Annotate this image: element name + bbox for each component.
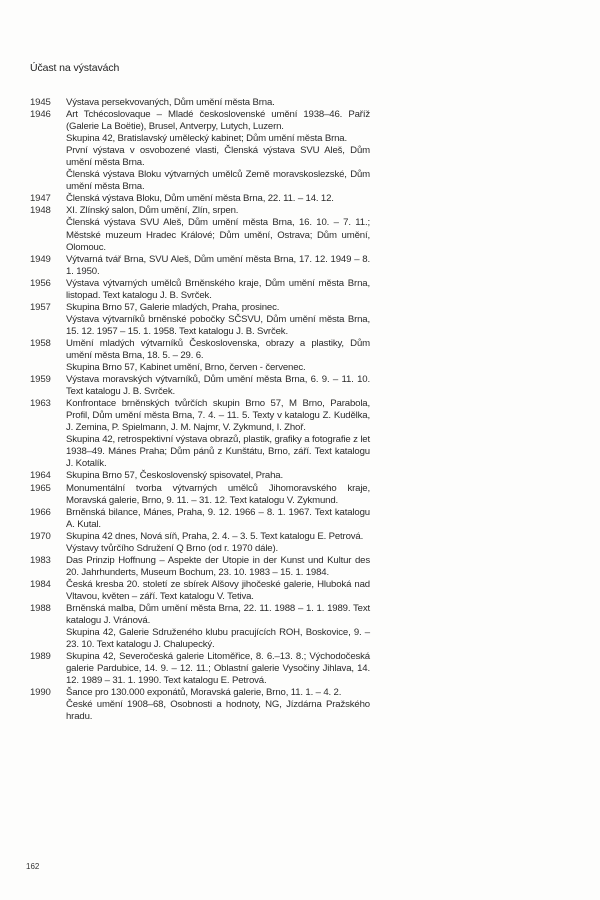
entry-year: 1965 bbox=[30, 482, 51, 494]
exhibition-entry bbox=[30, 374, 370, 398]
exhibition-item: Brněnská malba, Dům umění města Brna, 22. 11. 1988 – 1. 1. 1989. Text katalogu J. Vránová. bbox=[66, 602, 370, 627]
exhibition-entry bbox=[30, 651, 370, 687]
entry-items bbox=[66, 531, 370, 555]
exhibition-item: Skupina 42, Severočeská galerie Litoměřice, 8. 6.–13. 8.; Východočeská galerie Pardubice, 14. 9. – 12. 11.; Oblastní galerie Vysočiny Jihlava, 14. 12. 1989 – 31. 1. 1990. Text katalogu E. Petrová. bbox=[66, 651, 370, 687]
exhibition-item: Výstava výtvarníků brněnské pobočky SČSVU, Dům umění města Brna, 15. 12. 1957 – 15. 1. 1958. Text katalogu J. B. Svrček. bbox=[66, 313, 370, 337]
entry-items bbox=[66, 579, 370, 603]
entry-items bbox=[66, 687, 370, 723]
exhibition-item: Členská výstava Bloku, Dům umění města Brna, 22. 11. – 14. 12. bbox=[66, 193, 334, 205]
entry-year: 1966 bbox=[30, 506, 51, 518]
entry-year: 1970 bbox=[30, 530, 51, 542]
entry-year: 1948 bbox=[30, 205, 51, 217]
exhibition-item: Výstava moravských výtvarníků, Dům umění města Brna, 6. 9. – 11. 10. Text katalogu J. B. Svrček. bbox=[66, 374, 370, 398]
exhibition-entry bbox=[30, 338, 370, 374]
exhibition-entry bbox=[30, 555, 370, 579]
exhibition-item: Členská výstava Bloku výtvarných umělců Země moravskoslezské, Dům umění města Brna. bbox=[66, 169, 370, 193]
page-number: 162 bbox=[26, 862, 40, 871]
exhibition-item: První výstava v osvobozené vlasti, Členská výstava SVU Aleš, Dům umění města Brna. bbox=[66, 145, 370, 169]
entry-items bbox=[66, 555, 370, 579]
exhibition-item: Brněnská bilance, Mánes, Praha, 9. 12. 1966 – 8. 1. 1967. Text katalogu A. Kutal. bbox=[66, 506, 370, 530]
exhibition-entry bbox=[30, 205, 370, 253]
entry-items bbox=[66, 338, 370, 374]
entry-items bbox=[66, 483, 370, 507]
entry-items bbox=[66, 374, 370, 398]
exhibition-item: Výstava výtvarných umělců Brněnského kraje, Dům umění města Brna, listopad. Text katalogu J. B. Svrček. bbox=[66, 277, 370, 301]
entry-items bbox=[66, 470, 370, 482]
exhibition-entry bbox=[30, 687, 370, 723]
entry-year: 1990 bbox=[30, 687, 51, 699]
exhibition-entry bbox=[30, 531, 370, 555]
entry-items bbox=[66, 278, 370, 302]
exhibition-item: Monumentální tvorba výtvarných umělců Jihomoravského kraje, Moravská galerie, Brno, 9. 11. – 31. 12. Text katalogu V. Zykmund. bbox=[66, 482, 370, 506]
entry-items bbox=[66, 398, 370, 470]
exhibition-item: Skupina 42 dnes, Nová síň, Praha, 2. 4. – 3. 5. Text katalogu E. Petrová. bbox=[66, 530, 364, 542]
entry-items bbox=[66, 651, 370, 687]
entry-year: 1958 bbox=[30, 337, 51, 349]
exhibition-entry bbox=[30, 97, 370, 109]
entry-items bbox=[66, 254, 370, 278]
entry-year: 1983 bbox=[30, 554, 51, 566]
exhibition-entry bbox=[30, 109, 370, 193]
exhibition-entry bbox=[30, 603, 370, 651]
entry-year: 1959 bbox=[30, 374, 51, 386]
exhibition-item: České umění 1908–68, Osobnosti a hodnoty, NG, Jízdárna Pražského hradu. bbox=[66, 699, 370, 723]
entry-items bbox=[66, 97, 370, 109]
exhibition-item: Česká kresba 20. století ze sbírek Alšovy jihočeské galerie, Hluboká nad Vltavou, květen – září. Text katalogu V. Tetiva. bbox=[66, 578, 370, 602]
exhibition-item: Skupina Brno 57, Kabinet umění, Brno, červen - červenec. bbox=[66, 362, 306, 374]
exhibition-item: XI. Zlínský salon, Dům umění, Zlín, srpen. bbox=[66, 205, 239, 217]
exhibition-item: Výstava persekvovaných, Dům umění města Brna. bbox=[66, 97, 275, 108]
entry-year: 1956 bbox=[30, 277, 51, 289]
exhibition-item: Členská výstava SVU Aleš, Dům umění města Brna, 16. 10. – 7. 11.; Městské muzeum Hradec Králové; Dům umění, Ostrava; Dům umění, Olomouc. bbox=[66, 217, 370, 253]
exhibition-item: Výtvarná tvář Brna, SVU Aleš, Dům umění města Brna, 17. 12. 1949 – 8. 1. 1950. bbox=[66, 253, 370, 277]
exhibition-item: Umění mladých výtvarníků Československa, obrazy a plastiky, Dům umění města Brna, 18. 5. – 29. 6. bbox=[66, 337, 370, 361]
exhibition-item: Skupina 42, Bratislavský umělecký kabinet; Dům umění města Brna. bbox=[66, 133, 348, 145]
exhibition-list bbox=[30, 97, 370, 723]
exhibition-item: Konfrontace brněnských tvůrčích skupin Brno 57, M Brno, Parabola, Profil, Dům umění města Brna, 7. 4. – 11. 5. Texty v katalogu Z. Kudělka, J. Zemina, P. Spielmann, J. M. Najmr, V. Zykmund, I. Zhoř. bbox=[66, 398, 370, 434]
exhibition-entry bbox=[30, 278, 370, 302]
entry-items bbox=[66, 507, 370, 531]
entry-year: 1964 bbox=[30, 470, 51, 482]
exhibition-entry bbox=[30, 579, 370, 603]
entry-year: 1949 bbox=[30, 253, 51, 265]
exhibition-item: Skupina 42, Galerie Sdruženého klubu pracujících ROH, Boskovice, 9. – 23. 10. Text katalogu J. Chalupecký. bbox=[66, 627, 370, 651]
entry-items bbox=[66, 603, 370, 651]
entry-year: 1988 bbox=[30, 602, 51, 614]
exhibition-item: Das Prinzip Hoffnung – Aspekte der Utopie in der Kunst und Kultur des 20. Jahrhunderts, Museum Bochum, 23. 10. 1983 – 15. 1. 1984. bbox=[66, 554, 370, 578]
exhibition-entry bbox=[30, 483, 370, 507]
exhibition-item: Skupina 42, retrospektivní výstava obrazů, plastik, grafiky a fotografie z let 1938–49. Mánes Praha; Dům pánů z Kunštátu, Brno, září. Text katalogu J. Kotalík. bbox=[66, 434, 370, 470]
entry-year: 1989 bbox=[30, 651, 51, 663]
entry-year: 1945 bbox=[30, 97, 51, 108]
entry-items bbox=[66, 193, 370, 205]
entry-year: 1947 bbox=[30, 193, 51, 205]
entry-year: 1957 bbox=[30, 301, 51, 313]
exhibition-item: Art Tchécoslovaque – Mladé československé umění 1938–46. Paříž (Galerie La Boëtie), Brusel, Antverpy, Lutych, Luzern. bbox=[66, 109, 370, 133]
exhibition-entry bbox=[30, 302, 370, 338]
entry-items bbox=[66, 109, 370, 193]
exhibition-item: Skupina Brno 57, Galerie mladých, Praha, prosinec. bbox=[66, 301, 280, 313]
exhibition-entry bbox=[30, 507, 370, 531]
exhibition-entry bbox=[30, 470, 370, 482]
entry-year: 1946 bbox=[30, 109, 51, 121]
exhibition-entry bbox=[30, 398, 370, 470]
exhibition-item: Šance pro 130.000 exponátů, Moravská galerie, Brno, 11. 1. – 4. 2. bbox=[66, 687, 342, 699]
entry-items bbox=[66, 205, 370, 253]
exhibition-item: Výstavy tvůrčího Sdružení Q Brno (od r. 1970 dále). bbox=[66, 542, 279, 554]
entry-items bbox=[66, 302, 370, 338]
exhibition-entry bbox=[30, 254, 370, 278]
entry-year: 1963 bbox=[30, 398, 51, 410]
page-title: Účast na výstavách bbox=[30, 62, 120, 74]
exhibition-item: Skupina Brno 57, Československý spisovatel, Praha. bbox=[66, 470, 284, 482]
entry-year: 1984 bbox=[30, 578, 51, 590]
exhibition-entry bbox=[30, 193, 370, 205]
